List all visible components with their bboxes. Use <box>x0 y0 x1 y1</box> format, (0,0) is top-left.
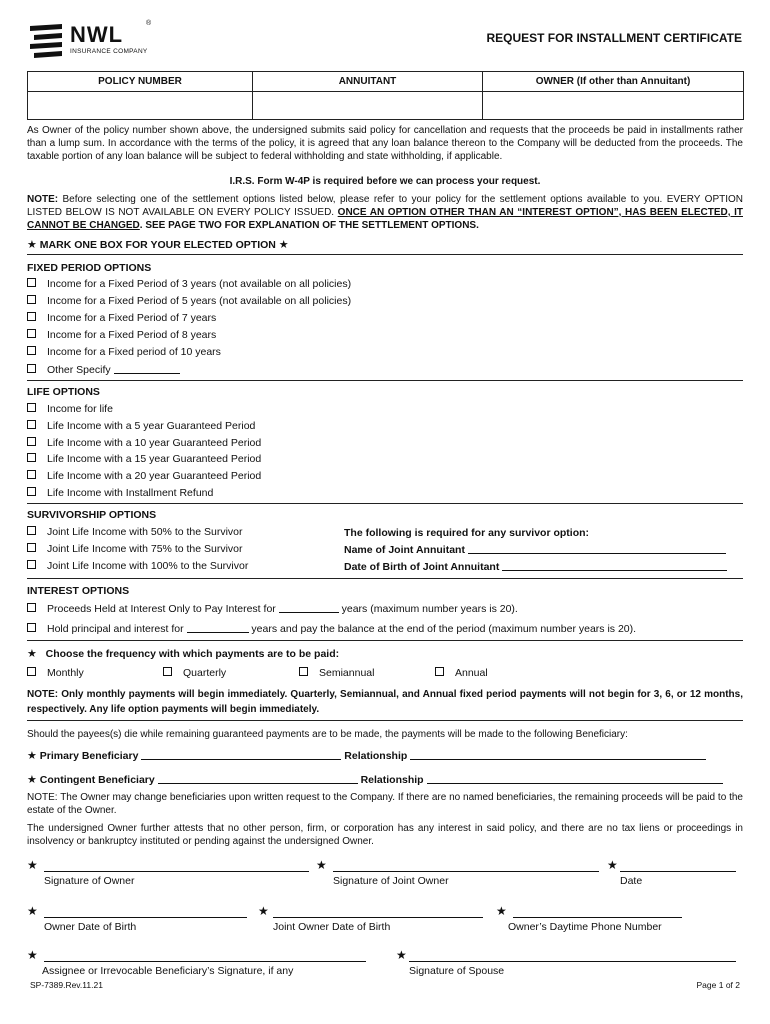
logo-mark-icon <box>28 22 66 58</box>
checkbox[interactable] <box>27 329 36 338</box>
policy-number-field[interactable] <box>28 92 253 120</box>
frequency-quarterly[interactable] <box>163 667 226 679</box>
option-label: Income for a Fixed Period of 7 years <box>47 312 217 324</box>
option-label: Joint Life Income with 50% to the Survivor <box>47 526 243 538</box>
option-label: Proceeds Held at Interest Only to Pay Interest for <box>47 603 276 615</box>
policy-number-header: POLICY NUMBER <box>28 72 253 92</box>
owner-dob-label: Owner Date of Birth <box>44 921 137 933</box>
interest-options-title: INTEREST OPTIONS <box>27 585 130 597</box>
frequency-annual[interactable] <box>435 667 488 679</box>
option-label: Life Income with a 5 year Guaranteed Period <box>47 420 256 432</box>
option-label: Income for a Fixed Period of 5 years (not available on all policies) <box>47 295 352 307</box>
option-life-20[interactable] <box>27 470 261 482</box>
checkbox[interactable] <box>27 603 36 612</box>
joint-annuitant-name-row <box>344 543 726 556</box>
frequency-heading <box>27 647 339 660</box>
frequency-label: Semiannual <box>319 667 375 679</box>
owner-field[interactable] <box>483 92 744 120</box>
option-label: Income for a Fixed Period of 3 years (not available on all policies) <box>47 278 352 290</box>
primary-beneficiary-row <box>27 749 706 762</box>
joint-owner-signature-line[interactable] <box>333 871 599 872</box>
checkbox[interactable] <box>27 312 36 321</box>
primary-beneficiary-field[interactable] <box>141 749 341 760</box>
checkbox[interactable] <box>163 667 172 676</box>
frequency-label: Monthly <box>47 667 84 679</box>
star-icon: ★ <box>27 239 37 251</box>
owner-header: OWNER (If other than Annuitant) <box>483 72 744 92</box>
divider <box>27 254 743 255</box>
spouse-signature-line[interactable] <box>409 961 736 962</box>
checkbox[interactable] <box>27 295 36 304</box>
option-label-suffix: years (maximum number years is 20). <box>341 603 518 615</box>
divider <box>27 503 743 504</box>
checkbox[interactable] <box>299 667 308 676</box>
star-icon: ★ <box>258 904 269 918</box>
option-life-5[interactable] <box>27 420 255 432</box>
checkbox[interactable] <box>27 278 36 287</box>
note-warning: ONCE AN OPTION OTHER THAN AN “INTEREST OPTION”, HAS BEEN ELECTED, IT CANNOT BE CHANGED <box>27 207 743 231</box>
joint-owner-dob-label: Joint Owner Date of Birth <box>273 921 391 933</box>
joint-annuitant-name-label: Name of Joint Annuitant <box>344 544 465 556</box>
option-life-15[interactable] <box>27 453 261 465</box>
star-icon: ★ <box>496 904 507 918</box>
star-icon: ★ <box>27 750 37 762</box>
owner-signature-line[interactable] <box>44 871 309 872</box>
frequency-monthly[interactable] <box>27 667 84 679</box>
star-icon: ★ <box>27 858 38 872</box>
option-label: Other Specify <box>47 364 111 376</box>
star-icon: ★ <box>316 858 327 872</box>
company-logo <box>28 20 158 60</box>
life-options-title: LIFE OPTIONS <box>27 386 100 398</box>
option-label: Life Income with a 20 year Guaranteed Period <box>47 470 262 482</box>
option-joint-100[interactable] <box>27 560 248 572</box>
relationship-label: Relationship <box>360 774 424 786</box>
option-label: Joint Life Income with 75% to the Survivor <box>47 543 243 555</box>
policy-table <box>27 71 744 120</box>
note-paragraph <box>27 193 743 232</box>
logo-subtitle: INSURANCE COMPANY <box>70 48 148 55</box>
owner-phone-line[interactable] <box>513 917 682 918</box>
option-interest-only[interactable] <box>27 602 518 615</box>
checkbox[interactable] <box>27 560 36 569</box>
option-label: Joint Life Income with 100% to the Survivor <box>47 560 249 572</box>
logo-registered: ® <box>146 20 152 27</box>
irs-note: I.R.S. Form W-4P is required before we can process your request. <box>229 176 541 187</box>
option-label: Hold principal and interest for <box>47 623 184 635</box>
option-fixed-8[interactable] <box>27 329 216 341</box>
joint-owner-signature-label: Signature of Joint Owner <box>333 875 449 887</box>
survivorship-title: SURVIVORSHIP OPTIONS <box>27 509 157 521</box>
checkbox[interactable] <box>27 487 36 496</box>
other-specify-field[interactable] <box>114 363 180 374</box>
joint-annuitant-dob-row <box>344 560 727 573</box>
star-icon: ★ <box>27 948 38 962</box>
checkbox[interactable] <box>27 526 36 535</box>
assignee-signature-line[interactable] <box>44 961 366 962</box>
divider <box>27 720 743 721</box>
star-icon: ★ <box>396 948 407 962</box>
form-number: SP-7389.Rev.11.21 <box>30 980 103 990</box>
relationship-label: Relationship <box>344 750 408 762</box>
intro-paragraph: As Owner of the policy number shown above, the undersigned submits said policy for cancellation and requests that the proceeds be paid in installments rather than a lump sum. In accordance with the terms of the policy, it is agreed that any loan balance thereon to the Company will be deducted from the proceeds. The taxable portion of any loan balance will be subject to federal withholding and state withholding, if applicable. <box>27 125 743 162</box>
option-label: Life Income with Installment Refund <box>47 487 214 499</box>
divider <box>27 578 743 579</box>
spouse-signature-label: Signature of Spouse <box>409 965 505 977</box>
checkbox[interactable] <box>27 623 36 632</box>
option-label: Income for a Fixed period of 10 years <box>47 346 221 358</box>
mark-one-heading <box>27 238 289 251</box>
star-icon: ★ <box>27 774 37 786</box>
option-label: Life Income with a 15 year Guaranteed Period <box>47 453 262 465</box>
divider <box>27 380 743 381</box>
checkbox[interactable] <box>435 667 444 676</box>
interest-years-field[interactable] <box>279 602 339 613</box>
checkbox[interactable] <box>27 543 36 552</box>
note-label: NOTE: <box>27 194 59 205</box>
joint-annuitant-dob-label: Date of Birth of Joint Annuitant <box>344 561 500 573</box>
mark-one-text: MARK ONE BOX FOR YOUR ELECTED OPTION <box>39 239 276 251</box>
date-label: Date <box>620 875 643 887</box>
checkbox[interactable] <box>27 420 36 429</box>
frequency-semiannual[interactable] <box>299 667 374 679</box>
fixed-period-title: FIXED PERIOD OPTIONS <box>27 262 152 274</box>
star-icon: ★ <box>278 239 289 251</box>
star-icon: ★ <box>27 904 38 918</box>
frequency-note: NOTE: Only monthly payments will begin immediately. Quarterly, Semiannual, and Annual fixed period payments will not begin for 3, 6, or 12 months, respectively. Any life option payments will begin immediately. <box>27 689 743 715</box>
checkbox[interactable] <box>27 470 36 479</box>
joint-annuitant-name-field[interactable] <box>468 543 726 554</box>
page-number: Page 1 of 2 <box>696 980 740 990</box>
frequency-label: Quarterly <box>183 667 227 679</box>
primary-beneficiary-label: Primary Beneficiary <box>39 750 139 762</box>
owner-signature-label: Signature of Owner <box>44 875 135 887</box>
beneficiary-intro: Should the payees(s) die while remaining guaranteed payments are to be made, the payments will be made to the following Beneficiary: <box>27 729 628 740</box>
option-hold-principal[interactable] <box>27 622 636 635</box>
checkbox[interactable] <box>27 453 36 462</box>
star-icon: ★ <box>607 858 618 872</box>
contingent-beneficiary-field[interactable] <box>158 773 358 784</box>
date-line[interactable] <box>620 871 736 872</box>
note-see-page: . SEE PAGE TWO FOR EXPLANATION OF THE SETTLEMENT OPTIONS. <box>139 220 479 231</box>
survivor-required-title: The following is required for any survivor option: <box>344 527 590 539</box>
option-joint-75[interactable] <box>27 543 243 555</box>
star-icon: ★ <box>27 648 37 660</box>
option-label-suffix: years and pay the balance at the end of the period (maximum number years is 20). <box>251 623 637 635</box>
hold-years-field[interactable] <box>187 622 249 633</box>
option-label: Income for a Fixed Period of 8 years <box>47 329 217 341</box>
attestation-paragraph: The undersigned Owner further attests that no other person, firm, or corporation has any interest in said policy, and there are no tax liens or proceedings in insolvency or bankruptcy instituted or pending against the undersigned Owner. <box>27 823 743 847</box>
form-title: REQUEST FOR INSTALLMENT CERTIFICATE <box>486 31 742 45</box>
option-label: Income for life <box>47 403 113 415</box>
frequency-label: Annual <box>455 667 488 679</box>
joint-owner-dob-line[interactable] <box>273 917 483 918</box>
primary-relationship-field[interactable] <box>410 749 706 760</box>
option-fixed-other[interactable] <box>27 363 180 376</box>
option-fixed-7[interactable] <box>27 312 216 324</box>
checkbox[interactable] <box>27 364 36 373</box>
option-fixed-3[interactable] <box>27 278 351 290</box>
note-text: Before selecting one of the settlement options listed below, please refer to your policy for the settlement options available to you. EVERY OPTION LISTED BELOW IS NOT AVAILABLE ON EVERY POLICY ISSUED. <box>27 194 743 218</box>
assignee-signature-label: Assignee or Irrevocable Beneficiary’s Signature, if any <box>42 965 294 977</box>
contingent-beneficiary-row <box>27 773 723 786</box>
owner-dob-line[interactable] <box>44 917 247 918</box>
annuitant-header: ANNUITANT <box>253 72 483 92</box>
option-joint-50[interactable] <box>27 526 243 538</box>
contingent-relationship-field[interactable] <box>427 773 723 784</box>
frequency-title: Choose the frequency with which payments are to be paid: <box>45 648 340 660</box>
divider <box>27 640 743 641</box>
contingent-beneficiary-label: Contingent Beneficiary <box>39 774 155 786</box>
logo-text: NWL <box>70 22 124 47</box>
option-life[interactable] <box>27 403 113 415</box>
option-life-10[interactable] <box>27 437 261 449</box>
checkbox[interactable] <box>27 403 36 412</box>
checkbox[interactable] <box>27 667 36 676</box>
option-life-refund[interactable] <box>27 487 213 499</box>
option-label: Life Income with a 10 year Guaranteed Period <box>47 437 262 449</box>
option-fixed-10[interactable] <box>27 346 221 358</box>
annuitant-field[interactable] <box>253 92 483 120</box>
owner-phone-label: Owner’s Daytime Phone Number <box>508 921 662 933</box>
checkbox[interactable] <box>27 346 36 355</box>
joint-annuitant-dob-field[interactable] <box>502 560 727 571</box>
beneficiary-note: NOTE: The Owner may change beneficiaries upon written request to the Company. If there are no named beneficiaries, the remaining proceeds will be paid to the estate of the Owner. <box>27 792 743 816</box>
option-fixed-5[interactable] <box>27 295 351 307</box>
checkbox[interactable] <box>27 437 36 446</box>
